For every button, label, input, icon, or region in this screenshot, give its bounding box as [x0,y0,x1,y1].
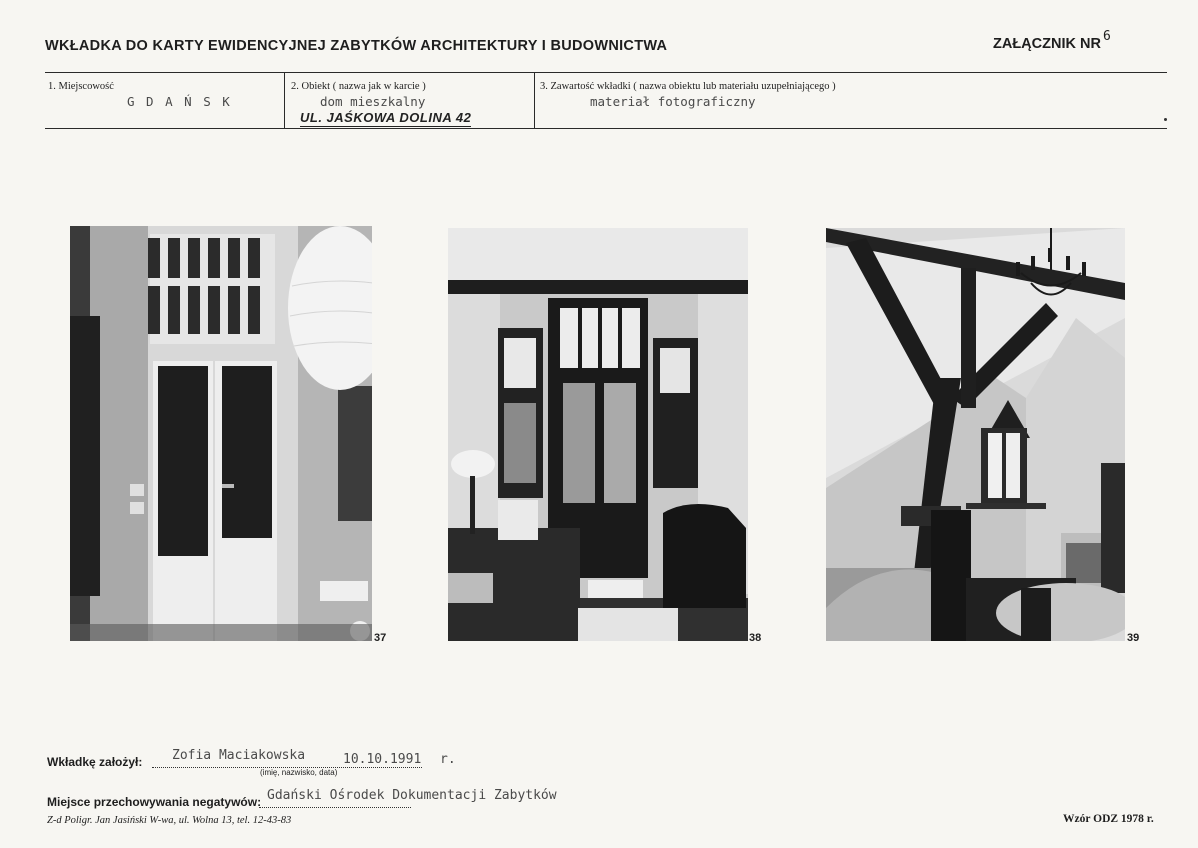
storage-value: Gdański Ośrodek Dokumentacji Zabytków [267,788,557,803]
field-separator [534,73,535,128]
photo-attic-beams [826,228,1125,641]
interior-desk-image [448,228,748,641]
contents-label: 3. Zawartość wkładki ( nazwa obiektu lub materiału uzupełniającego ) [540,81,836,92]
dot-mark [1164,118,1167,121]
photo-interior-desk [448,228,748,641]
storage-label: Miejsce przechowywania negatywów: [47,795,262,809]
door-lantern-image [70,226,372,641]
object-value: dom mieszkalny [320,94,426,109]
attic-beams-image [826,228,1125,641]
photo-number: 37 [374,632,387,644]
annex-number: 6 [1102,29,1111,44]
field-separator [284,73,285,128]
storage-line [259,807,411,808]
created-by-value: Zofia Maciakowska [172,748,306,763]
fields-bottom-rule [45,128,1167,129]
object-label: 2. Obiekt ( nazwa jak w karcie ) [291,81,426,92]
annex-label: ZAŁĄCZNIK NR 6 [993,29,1111,52]
created-by-label: Wkładkę założył: [47,755,143,769]
photo-number: 38 [749,632,762,644]
photo-door-lantern [70,226,372,641]
created-date: 10.10.1991 [343,752,422,767]
locality-label: 1. Miejscowość [48,81,114,92]
photo-number: 39 [1127,632,1140,644]
locality-value: G D A Ń S K [127,94,232,109]
created-caption: (imię, nazwisko, data) [260,768,338,777]
year-suffix: r. [440,752,456,767]
printer-info: Z-d Poligr. Jan Jasiński W-wa, ul. Wolna 13, tel. 12-43-83 [47,815,292,826]
object-address: UL. JAŚKOWA DOLINA 42 [300,110,472,125]
top-rule [45,72,1167,73]
form-title: WKŁADKA DO KARTY EWIDENCYJNEJ ZABYTKÓW ARCHITEKTURY I BUDOWNICTWA [45,38,668,54]
form-model: Wzór ODZ 1978 r. [1063,813,1154,825]
contents-value: materiał fotograficzny [590,94,756,109]
